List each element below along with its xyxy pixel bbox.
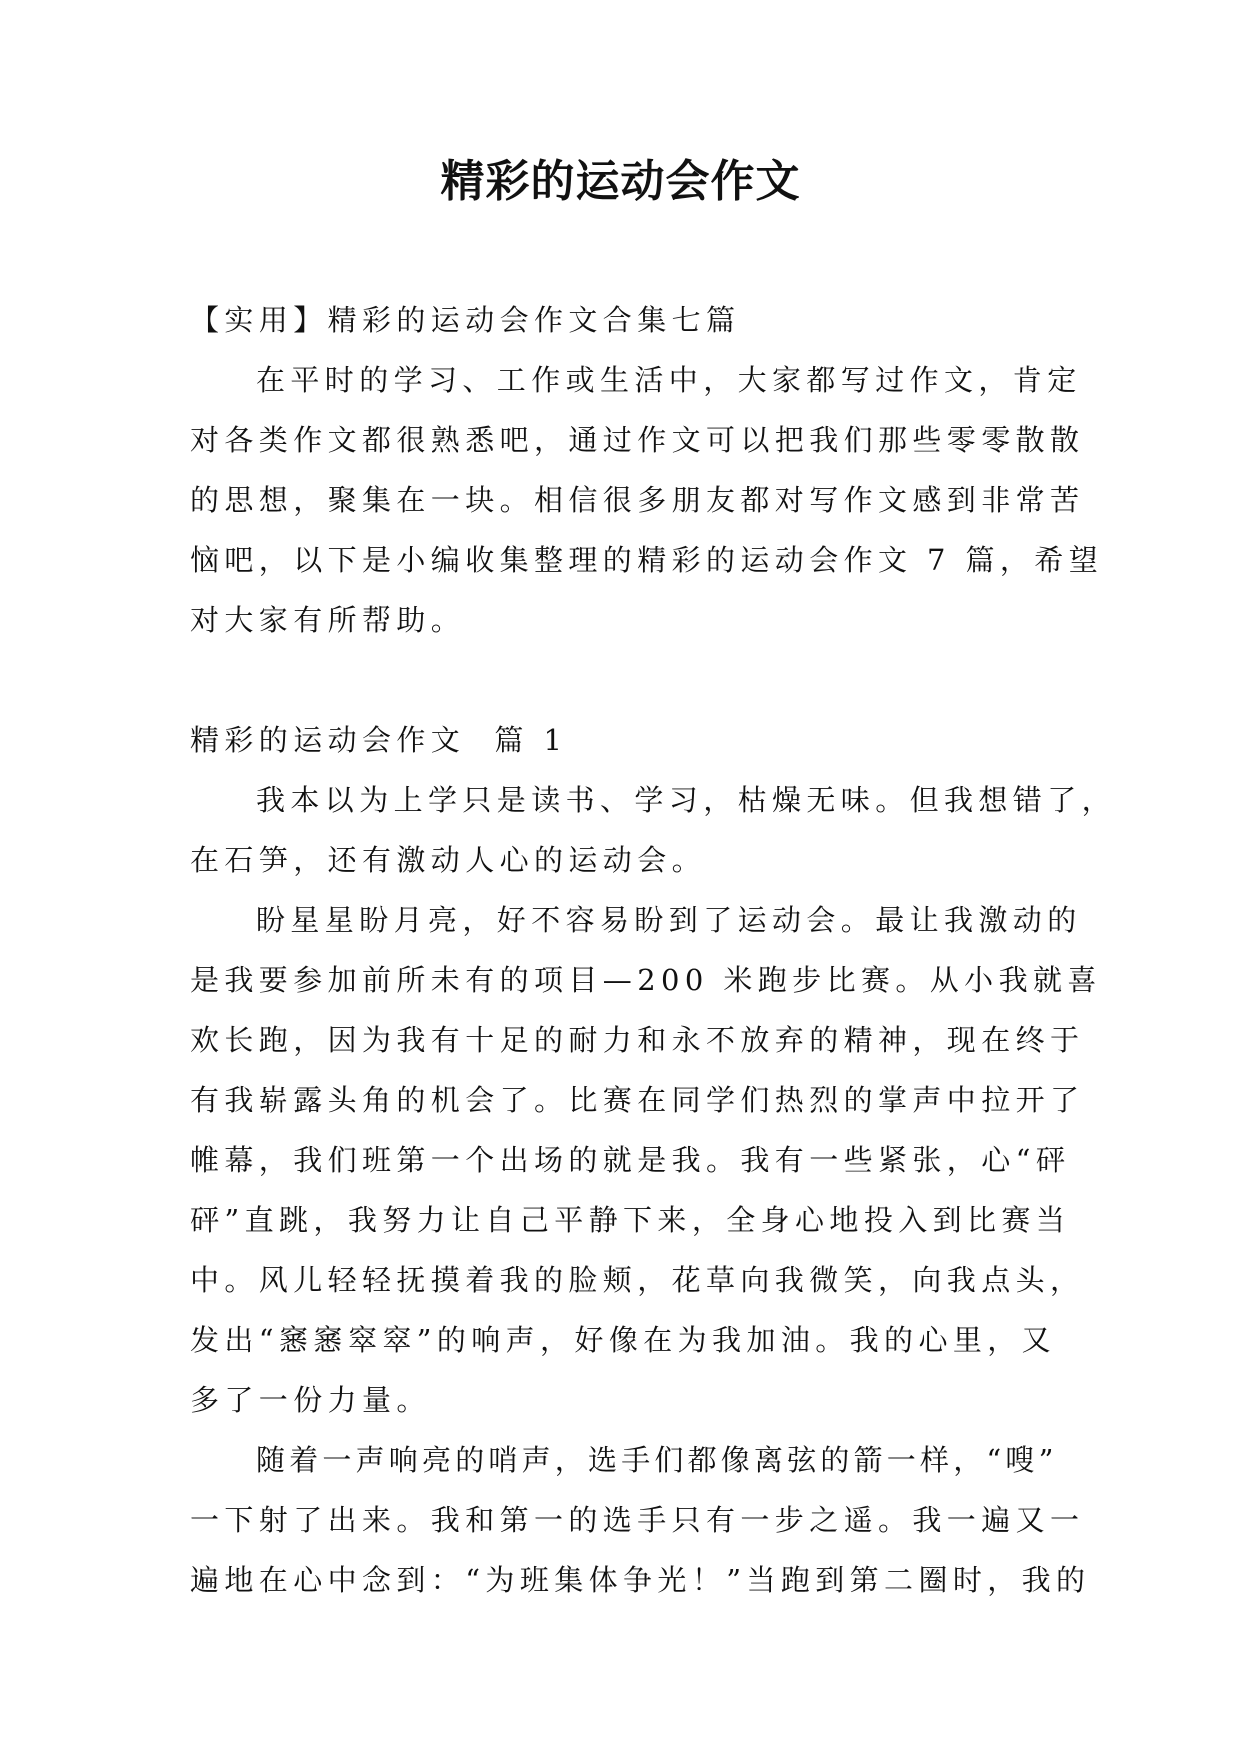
text-line: 在平时的学习、工作或生活中，大家都写过作文，肯定 bbox=[256, 363, 1082, 397]
text-line: 中。风儿轻轻抚摸着我的脸颊，花草向我微笑，向我点头， bbox=[190, 1263, 1085, 1297]
text-line: 恼吧，以下是小编收集整理的精彩的运动会作文 7 篇，希望 bbox=[190, 543, 1104, 577]
text-line: 有我崭露头角的机会了。比赛在同学们热烈的掌声中拉开了 bbox=[190, 1083, 1085, 1117]
paragraph-2 bbox=[190, 890, 1102, 1430]
text-line: 对各类作文都很熟悉吧，通过作文可以把我们那些零零散散 bbox=[190, 423, 1085, 457]
text-line: 对大家有所帮助。 bbox=[190, 603, 466, 637]
text-line: 发出“窸窸窣窣”的响声，好像在为我加油。我的心里，又 bbox=[190, 1323, 1057, 1357]
intro-paragraph bbox=[190, 350, 1104, 650]
text-line: 遍地在心中念到：“为班集体争光！”当跑到第二圈时，我的 bbox=[190, 1563, 1091, 1597]
text-line: 在石笋，还有激动人心的运动会。 bbox=[190, 843, 707, 877]
text-line: 的思想，聚集在一块。相信很多朋友都对写作文感到非常苦 bbox=[190, 483, 1085, 517]
document-subtitle: 【实用】精彩的运动会作文合集七篇 bbox=[190, 303, 741, 337]
document-title: 精彩的运动会作文 bbox=[440, 156, 801, 207]
section-heading: 精彩的运动会作文 篇 1 bbox=[190, 723, 568, 757]
text-line: 欢长跑，因为我有十足的耐力和永不放弃的精神，现在终于 bbox=[190, 1023, 1085, 1057]
text-line: 我本以为上学只是读书、学习，枯燥无味。但我想错了， bbox=[256, 783, 1117, 817]
text-line: 是我要参加前所未有的项目—200 米跑步比赛。从小我就喜 bbox=[190, 963, 1102, 997]
text-line: 一下射了出来。我和第一的选手只有一步之遥。我一遍又一 bbox=[190, 1503, 1085, 1537]
paragraph-1 bbox=[190, 770, 1117, 890]
text-line: 砰”直跳，我努力让自己平静下来，全身心地投入到比赛当 bbox=[190, 1203, 1071, 1237]
paragraph-3 bbox=[190, 1430, 1091, 1610]
text-line: 多了一份力量。 bbox=[190, 1383, 431, 1417]
text-line: 随着一声响亮的哨声，选手们都像离弦的箭一样，“嗖” bbox=[256, 1443, 1058, 1477]
text-line: 盼星星盼月亮，好不容易盼到了运动会。最让我激动的 bbox=[256, 903, 1082, 937]
paragraph-gap bbox=[190, 650, 1056, 710]
document-body bbox=[190, 290, 1117, 1610]
text-line: 帷幕，我们班第一个出场的就是我。我有一些紧张，心“砰 bbox=[190, 1143, 1071, 1177]
